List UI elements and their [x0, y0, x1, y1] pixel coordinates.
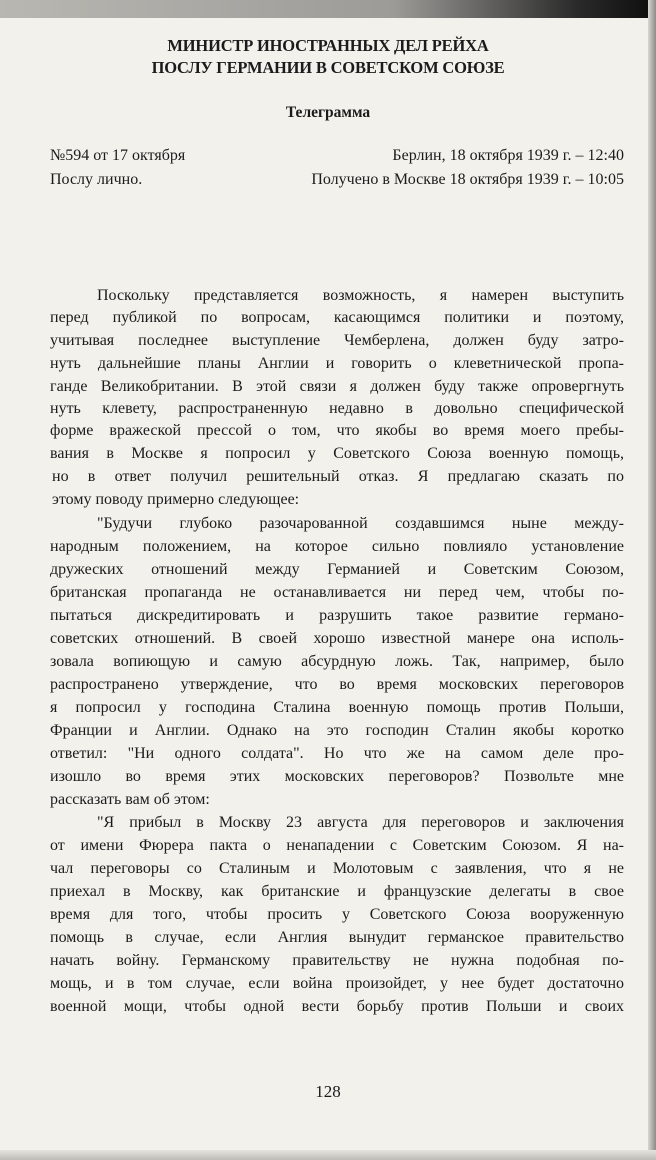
body-line: "Будучи глубоко разочарованной создавшимся ныне между-: [97, 515, 624, 532]
body-line: изошло во время этих московских переговоров? Позвольте мне: [50, 768, 624, 785]
body-line: этому поводу примерно следующее:: [52, 491, 300, 508]
body-line: перед публикой по вопросам, касающимся политики и поэтому,: [50, 309, 624, 326]
body-line: зовала вопиющую и самую абсурдную ложь. Так, например, было: [50, 653, 624, 670]
body-line: народным положением, на которое сильно повлияло установление: [50, 538, 624, 555]
body-line: но в ответ получил решительный отказ. Я предлагаю сказать по: [52, 468, 624, 485]
sent-info: Берлин, 18 октября 1939 г. – 12:40: [392, 147, 624, 164]
scan-top-edge: [0, 0, 656, 18]
scan-right-edge: [648, 0, 656, 1160]
body-line: от имени Фюрера пакта о ненападении с Советским Союзом. Я на-: [50, 837, 624, 854]
page-number: 128: [315, 1082, 341, 1101]
body-line: дружеских отношений между Германией и Советским Союзом,: [50, 561, 624, 578]
body-line: советских отношений. В своей хорошо известной манере она исполь-: [50, 630, 624, 647]
body-line: время для того, чтобы просить у Советского Союза вооруженную: [50, 906, 624, 923]
scan-bottom-edge: [0, 1150, 656, 1160]
telegram-number: №594 от 17 октября: [50, 147, 186, 164]
title-line-2: ПОСЛУ ГЕРМАНИИ В СОВЕТСКОМ СОЮЗЕ: [151, 58, 505, 77]
body-line: помощь в случае, если Англия вынудит германское правительство: [50, 929, 624, 946]
body-line: рассказать вам об этом:: [50, 791, 210, 808]
body-line: пытаться дискредитировать и разрушить такое развитие германо-: [50, 607, 624, 624]
body-line: учитывая последнее выступление Чемберлена, должен буду затро-: [50, 332, 624, 349]
body-line: мощь, и в том случае, если война произойдет, у нее будет достаточно: [50, 975, 624, 992]
body-line: британская пропаганда не останавливается ни перед чем, чтобы по-: [50, 584, 624, 601]
received-info: Получено в Москве 18 октября 1939 г. – 10:05: [311, 171, 624, 188]
body-line: нуть клевету, распространенную недавно в довольно специфической: [50, 400, 624, 417]
body-line: распространено утверждение, что во время московских переговоров: [50, 676, 624, 693]
body-line: военной мощи, чтобы одной вести борьбу против Польши и своих: [50, 998, 624, 1015]
document-type: Телеграмма: [285, 104, 371, 121]
addressee-note: Послу лично.: [50, 171, 143, 188]
body-line: начать войну. Германскому правительству не нужна подобная по-: [50, 952, 624, 969]
body-line: Франции и Англии. Однако на это господин Сталин якобы коротко: [50, 722, 624, 739]
body-line: чал переговоры со Сталиным и Молотовым с заявления, что я не: [50, 860, 624, 877]
body-line: форме вражеской прессой о том, что якобы во время моего пребы-: [50, 422, 624, 439]
body-line: ответил: "Ни одного солдата". Но что же на самом деле про-: [50, 745, 624, 762]
body-line: вания в Москве я попросил у Советского Союза военную помощь,: [50, 445, 624, 462]
body-line: я попросил у господина Сталина военную помощь против Польши,: [50, 699, 624, 716]
body-line: приехал в Москву, как британские и французские делегаты в свое: [50, 883, 624, 900]
title-line-1: МИНИСТР ИНОСТРАННЫХ ДЕЛ РЕЙХА: [167, 36, 489, 55]
body-line: ганде Великобритании. В этой связи я должен буду также опровергнуть: [50, 378, 624, 395]
body-line: "Я прибыл в Москву 23 августа для переговоров и заключения: [97, 814, 624, 831]
body-line: нуть дальнейшие планы Англии и говорить о клеветнической пропа-: [50, 355, 624, 372]
body-line: Поскольку представляется возможность, я намерен выступить: [97, 287, 624, 304]
